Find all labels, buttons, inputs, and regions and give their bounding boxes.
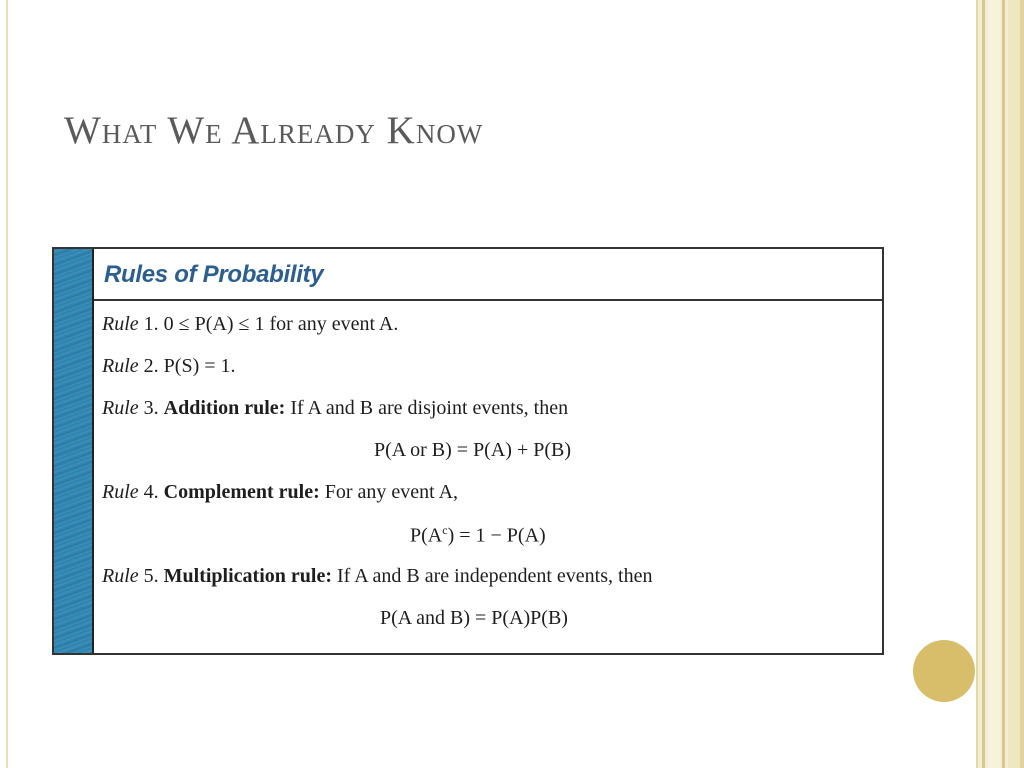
rule-5-title: Multiplication rule:: [163, 565, 332, 587]
decorative-stripes: [976, 0, 1024, 768]
slide-title: What We Already Know: [64, 109, 484, 152]
rule-1-name: Rule: [102, 313, 139, 335]
rule-4: [102, 481, 458, 504]
rule-2-number: 2.: [143, 355, 159, 377]
rules-header: [94, 249, 882, 301]
rule-5: [102, 565, 652, 588]
rule-3-title: Addition rule:: [163, 397, 286, 419]
rule-4-name: Rule: [102, 481, 139, 503]
left-border-line: [6, 0, 8, 768]
rule-3-text: If A and B are disjoint events, then: [290, 397, 569, 419]
stripe: [982, 0, 985, 768]
rule-5-name: Rule: [102, 565, 139, 587]
rule-1-number: 1.: [143, 313, 159, 335]
rule-3: [102, 397, 568, 420]
rules-heading: Rules of Probability: [104, 261, 324, 288]
stripe: [1020, 0, 1024, 768]
rule-4-text: For any event A,: [324, 481, 459, 503]
rule-3-formula: P(A or B) = P(A) + P(B): [374, 439, 572, 461]
rule-1-text: 0 ≤ P(A) ≤ 1 for any event A.: [163, 313, 399, 335]
rules-of-probability-figure: [52, 247, 884, 655]
rule-4-formula-sup: c: [442, 523, 448, 537]
decorative-gold-circle: [913, 640, 975, 702]
stripe: [1008, 0, 1020, 768]
rule-2-name: Rule: [102, 355, 139, 377]
rule-5-text: If A and B are independent events, then: [336, 565, 653, 587]
rule-4-title: Complement rule:: [163, 481, 320, 503]
rule-1: [102, 313, 398, 336]
rule-2: [102, 355, 236, 378]
stripe: [988, 0, 1000, 768]
stripe: [1002, 0, 1005, 768]
rule-4-formula: [410, 523, 546, 548]
rule-5-number: 5.: [143, 565, 159, 587]
rule-5-formula: P(A and B) = P(A)P(B): [380, 607, 568, 629]
rule-4-formula-pre: P(A: [410, 524, 443, 547]
rule-2-text: P(S) = 1.: [163, 355, 236, 377]
rule-3-number: 3.: [143, 397, 159, 419]
rule-4-formula-post: ) = 1 − P(A): [447, 524, 546, 547]
rule-3-name: Rule: [102, 397, 139, 419]
stripe: [976, 0, 978, 768]
rule-4-number: 4.: [143, 481, 159, 503]
rules-side-bar: [54, 249, 94, 653]
